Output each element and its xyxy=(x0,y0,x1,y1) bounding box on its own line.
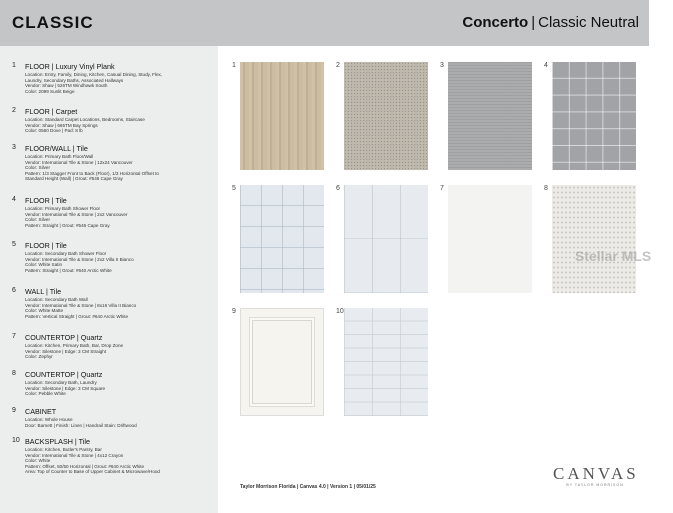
spec-detail-line: Color: Pebble White xyxy=(25,391,66,397)
spec-detail-line: Location: Secondary Bath Wall xyxy=(25,297,88,302)
spec-detail-line: Vendor: Silestone | Edge: 3 CM Square xyxy=(25,385,106,391)
spec-detail-line: Location: Kitchen, Primary Bath, Bar, Drop Zone xyxy=(25,343,124,348)
spec-detail-line: Vendor: International Tile & Stone | 8x16 Villa II Bianco xyxy=(25,302,137,308)
spec-detail-line: Pattern: Offset, 50/50 Horizontal | Grout: #640 Arctic White xyxy=(25,463,145,469)
spec-details xyxy=(25,417,220,428)
spec-detail-line: Color: White xyxy=(25,458,51,464)
spec-title: FLOOR | Carpet xyxy=(25,107,78,116)
spec-detail-line: Color: Silver xyxy=(25,217,51,223)
spec-detail-line: Area: Top of Counter to Base of Upper Cabinet & Microwave/Hood xyxy=(25,469,160,475)
spec-details xyxy=(25,251,220,273)
spec-details xyxy=(25,117,220,134)
canvas-logo xyxy=(553,464,637,487)
swatch-number: 5 xyxy=(232,185,236,192)
white-wall-tile-swatch xyxy=(344,185,428,293)
cabinet-door-swatch xyxy=(240,308,324,416)
swatch-number: 1 xyxy=(232,62,236,69)
swatch-number: 7 xyxy=(440,185,444,192)
swatch-number: 2 xyxy=(336,62,340,69)
footer-text: Taylor Morrison Florida | Canvas 4.0 | Version 1 | 05/01/25 xyxy=(240,484,376,490)
backsplash-swatch xyxy=(344,308,428,416)
swatch-number: 10 xyxy=(336,308,344,315)
spec-detail-line: Location: Primary Bath Floor/Wall xyxy=(25,154,94,159)
spec-detail-line: Location: Entry, Family, Dining, Kitchen, Casual Dining, Study, Flex, xyxy=(25,72,163,77)
collection-name: Concerto xyxy=(462,14,529,31)
spec-detail-line: Vendor: Shaw | 665TM Bay Springs xyxy=(25,122,98,128)
spec-detail-line: Pattern: 1/3 Stagger Front to Back (Floor), 1/3 Horizontal Offset to xyxy=(25,170,159,176)
spec-detail-line: Vendor: International Tile & Stone | 2x2 Vancouver xyxy=(25,211,128,217)
watermark: Stellar MLS xyxy=(575,248,652,264)
spec-number: 3 xyxy=(12,144,16,151)
spec-detail-line: Location: Primary Bath Shower Floor xyxy=(25,206,101,211)
spec-detail-line: Color: Zephyr xyxy=(25,354,53,360)
swatch-number: 4 xyxy=(544,62,548,69)
spec-title: BACKSPLASH | Tile xyxy=(25,437,90,446)
spec-detail-line: Vendor: International Tile & Stone | 2x2 Villa II Bianco xyxy=(25,256,134,262)
spec-detail-line: Vendor: International Tile & Stone | 12x24 Vancouver xyxy=(25,159,133,165)
spec-number: 1 xyxy=(12,62,16,69)
swatch-number: 9 xyxy=(232,308,236,315)
spec-title: FLOOR/WALL | Tile xyxy=(25,144,88,153)
quartz-pebble-swatch xyxy=(552,185,636,293)
spec-number: 6 xyxy=(12,287,16,294)
gray-tile-swatch xyxy=(448,62,532,170)
spec-detail-line: Pattern: Vertical Straight | Grout: #640 Arctic White xyxy=(25,313,129,319)
spec-title: COUNTERTOP | Quartz xyxy=(25,370,103,379)
spec-number: 9 xyxy=(12,407,16,414)
spec-title: COUNTERTOP | Quartz xyxy=(25,333,103,342)
spec-details xyxy=(25,154,220,182)
swatch-number: 8 xyxy=(544,185,548,192)
spec-detail-line: Pattern: Straight | Grout: #546 Cape Gray xyxy=(25,222,110,228)
spec-title: FLOOR | Tile xyxy=(25,196,67,205)
spec-number: 5 xyxy=(12,241,16,248)
swatch-number: 3 xyxy=(440,62,444,69)
carpet-swatch xyxy=(344,62,428,170)
spec-detail-line: Vendor: Silestone | Edge: 3 CM Straight xyxy=(25,348,107,354)
spec-details xyxy=(25,206,220,228)
spec-detail-line: Location: Standard Carpet Locations, Bedrooms, Staircase xyxy=(25,117,145,122)
cabinet-panel xyxy=(252,320,312,404)
spec-number: 8 xyxy=(12,370,16,377)
spec-details xyxy=(25,343,220,360)
spec-detail-line: Pattern: Straight | Grout: #640 Arctic White xyxy=(25,267,112,273)
spec-number: 7 xyxy=(12,333,16,340)
wood-plank-swatch xyxy=(240,62,324,170)
spec-title: FLOOR | Tile xyxy=(25,241,67,250)
spec-title: WALL | Tile xyxy=(25,287,62,296)
spec-number: 4 xyxy=(12,196,16,203)
spec-detail-line: Color: White Matte xyxy=(25,308,64,314)
logo-tagline: BY TAYLOR MORRISON xyxy=(566,483,624,487)
spec-title: CABINET xyxy=(25,407,57,416)
collection-title xyxy=(462,14,639,31)
spec-detail-line: Vendor: International Tile & Stone | 4x12 Crayon xyxy=(25,452,124,458)
swatch-number: 6 xyxy=(336,185,340,192)
spec-detail-line: Color: 2099 Sunlit Beige xyxy=(25,88,75,94)
collection-scheme: Classic Neutral xyxy=(538,14,639,31)
gray-mosaic-swatch xyxy=(552,62,636,170)
spec-detail-line: Color: White Satin xyxy=(25,262,63,268)
spec-detail-line: Location: Kitchen, Butler's Pantry, Bar xyxy=(25,447,102,452)
spec-detail-line: Color: Silver xyxy=(25,165,51,171)
collection-separator: | xyxy=(531,14,536,31)
header-bar xyxy=(0,0,649,46)
spec-detail-line: Location: Secondary Bath Shower Floor xyxy=(25,251,107,256)
brand-title: CLASSIC xyxy=(12,13,94,32)
spec-details xyxy=(25,72,220,94)
spec-title: FLOOR | Luxury Vinyl Plank xyxy=(25,62,115,71)
spec-details xyxy=(25,297,220,319)
spec-detail-line: Location: Secondary Bath, Laundry xyxy=(25,380,97,385)
spec-detail-line: Location: Whole House xyxy=(25,417,73,422)
spec-details xyxy=(25,447,220,475)
spec-detail-line: Standard Height (Wall) | Grout: #546 Cape Gray xyxy=(25,176,123,182)
spec-number: 10 xyxy=(12,437,20,444)
logo-word: CANVAS xyxy=(553,464,639,483)
quartz-zephyr-swatch xyxy=(448,185,532,293)
spec-number: 2 xyxy=(12,107,16,114)
spec-detail-line: Laundry, Secondary Baths, Associated Hallways xyxy=(25,77,124,83)
white-mosaic-swatch xyxy=(240,185,324,293)
spec-details xyxy=(25,380,220,397)
spec-detail-line: Vendor: Shaw | 526TM Windhawk South xyxy=(25,83,108,89)
spec-detail-line: Door: Barnett | Finish: Linen | Handrail Stain: Driftwood xyxy=(25,422,137,428)
spec-detail-line: Color: 0560 Dove | Pad: 8 lb xyxy=(25,128,83,134)
